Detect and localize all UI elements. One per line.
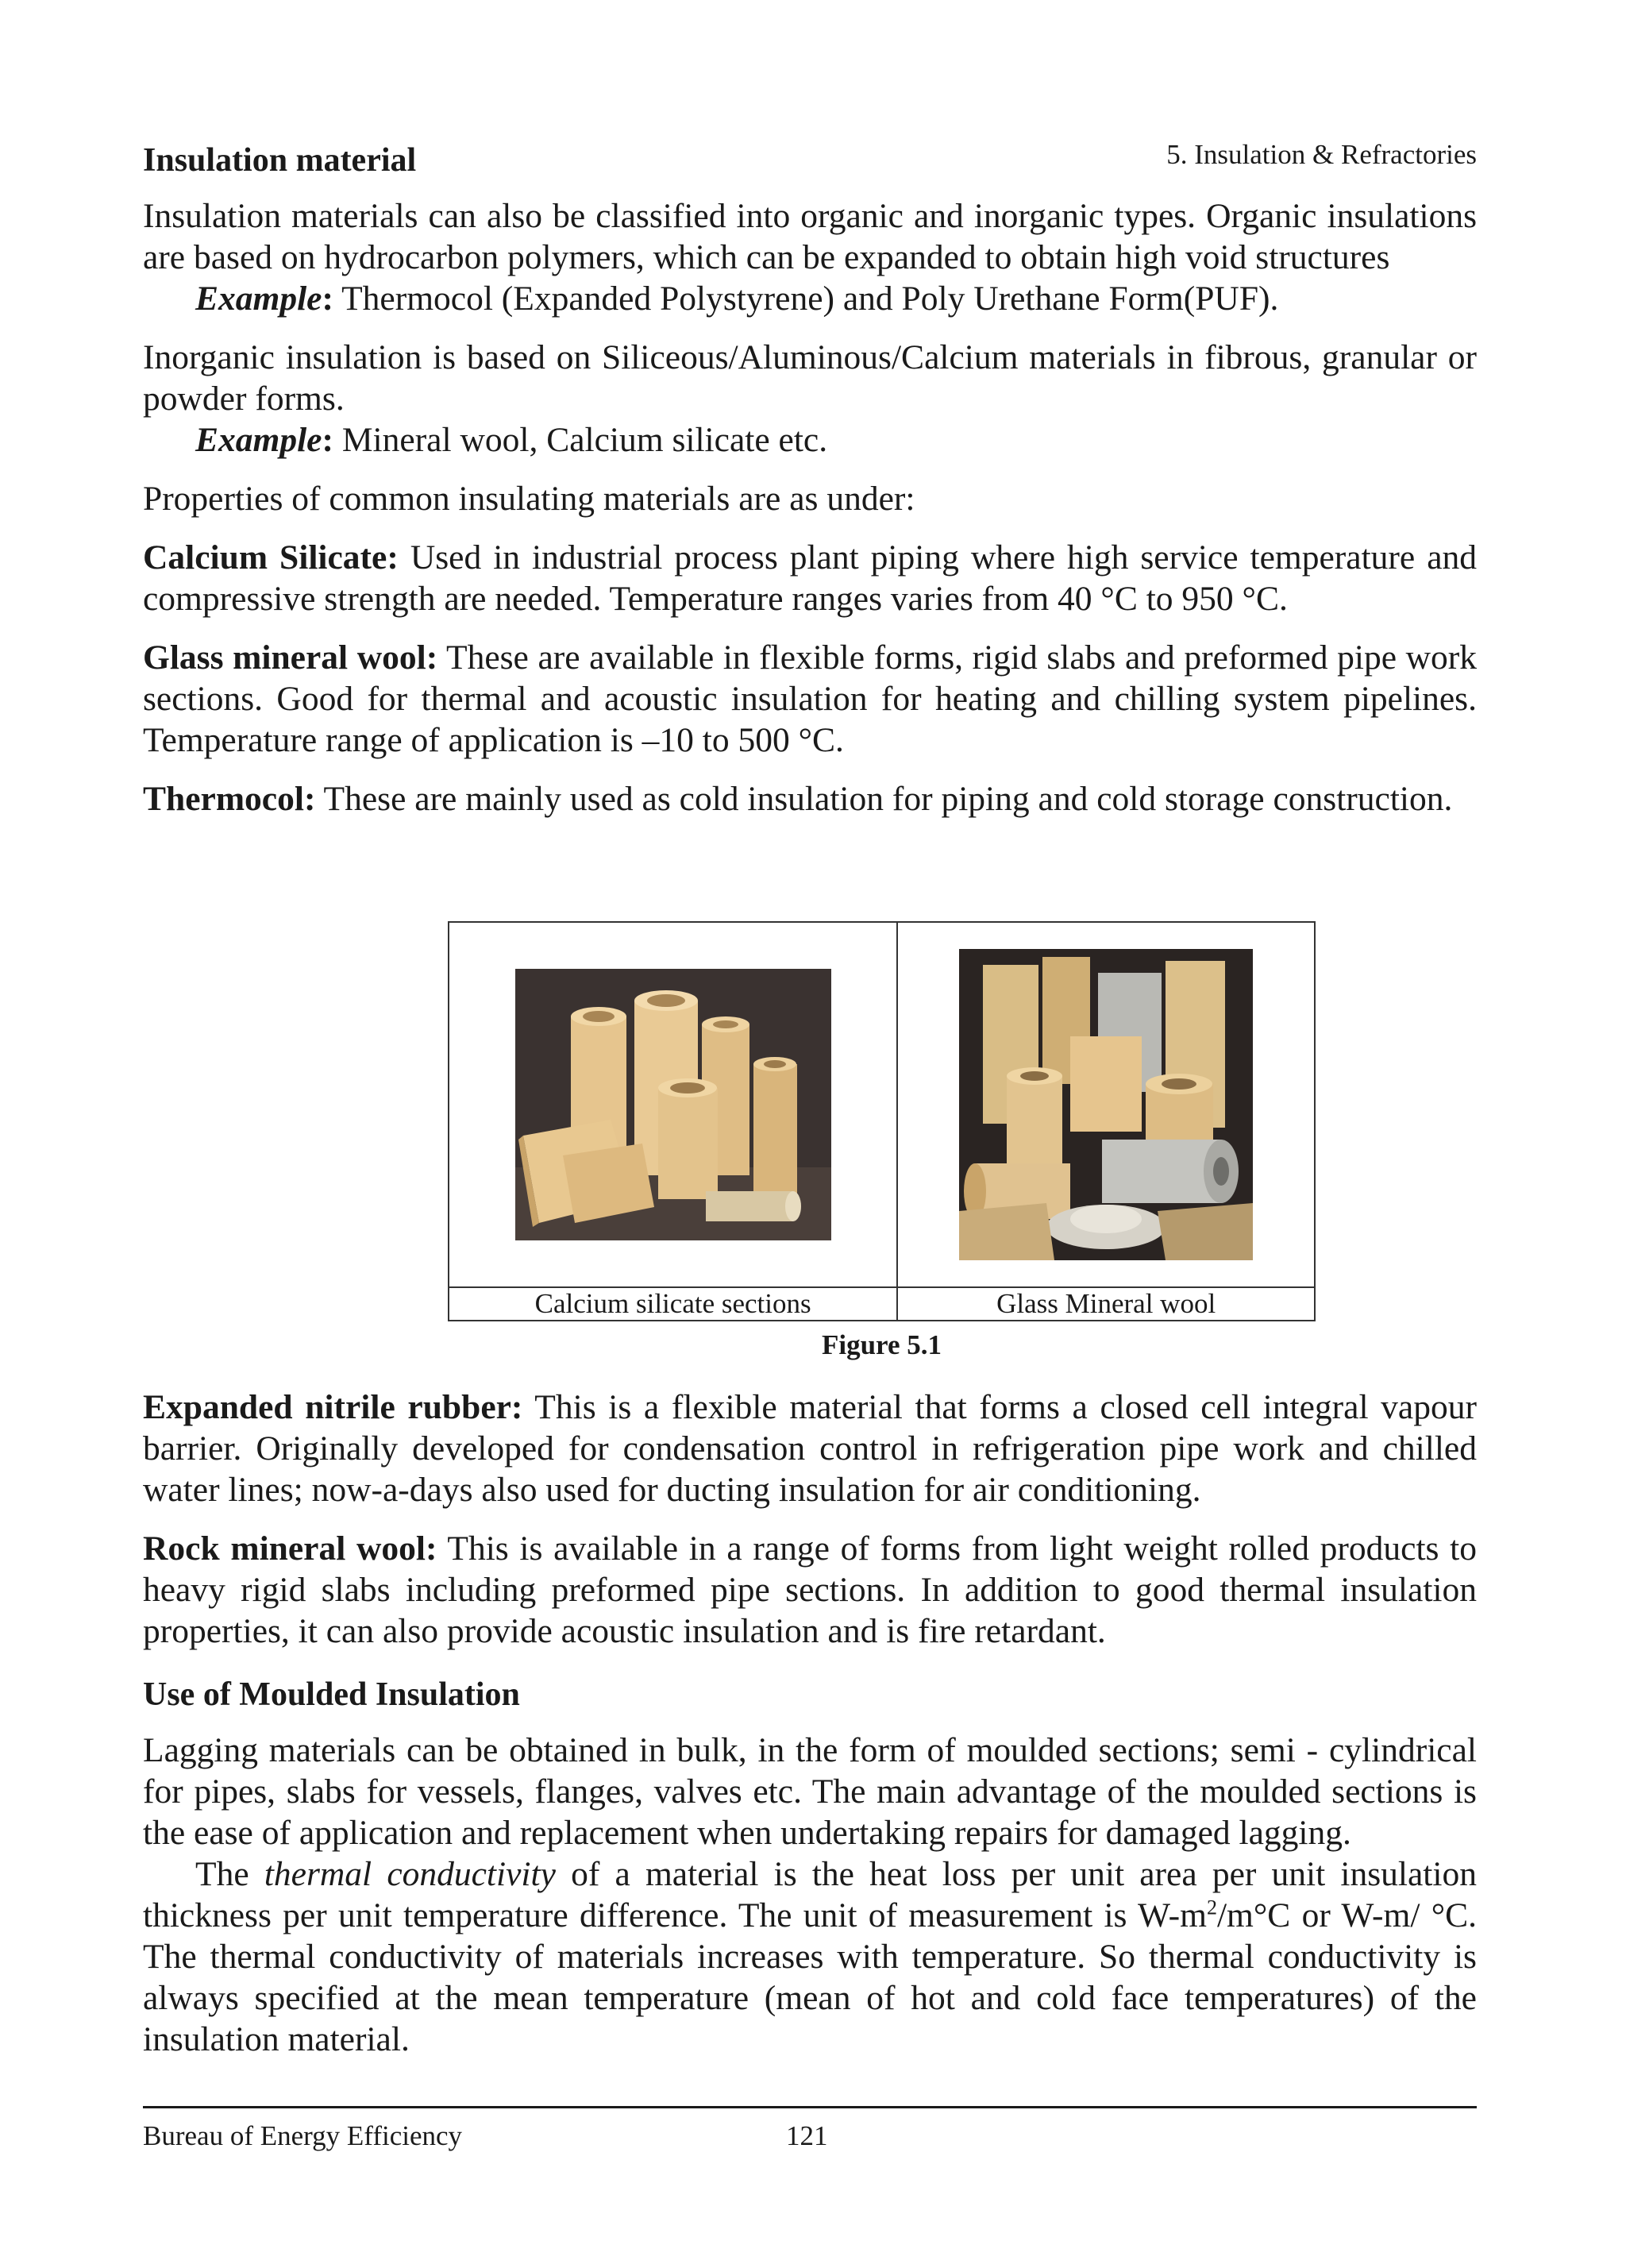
footer-publisher: Bureau of Energy Efficiency — [143, 2120, 463, 2151]
section-heading-moulded-insulation: Use of Moulded Insulation — [143, 1676, 520, 1713]
figure-caption-right: Glass Mineral wool — [897, 1287, 1315, 1321]
example-inorganic — [143, 419, 1477, 461]
figure-cell-glass-mineral-wool — [897, 922, 1315, 1287]
running-head: 5. Insulation & Refractories — [1166, 139, 1477, 170]
example-colon: : — [322, 421, 333, 459]
example-label: Example — [195, 421, 322, 459]
figure-table — [448, 921, 1316, 1321]
paragraph-rock-mineral-wool — [143, 1528, 1477, 1652]
figure-5-1 — [448, 921, 1316, 1361]
example-colon: : — [322, 280, 333, 318]
text-run: of a material is the heat loss per unit area per unit insulation thickness per unit temperature difference. The unit of measurement is W-m — [143, 1855, 1477, 1934]
text-run: The — [195, 1855, 264, 1893]
glass-mineral-wool-photo — [959, 949, 1253, 1260]
definition-text: This is a flexible material that forms a closed cell integral vapour barrier. Originally developed for condensation control in refrigeration pipe work and chilled water lines; now-a-days also used for ducting insulation for air conditioning. — [143, 1388, 1477, 1509]
paragraph-lagging-materials: Lagging materials can be obtained in bulk, in the form of moulded sections; semi - cylindrical for pipes, slabs for vessels, flanges, valves etc. The main advantage of the moulded sections is the ease of application and replacement when undertaking repairs for damaged lagging. — [143, 1731, 1477, 1852]
definition-text: Used in industrial process plant piping where high service temperature and compressive strength are needed. Temperature ranges varies from 40 °C to 950 °C. — [143, 538, 1478, 618]
paragraph-thermocol — [143, 778, 1477, 820]
term-glass-mineral-wool: Glass mineral wool: — [143, 638, 438, 677]
page-number: 121 — [786, 2120, 828, 2151]
emphasis-thermal-conductivity: thermal conductivity — [264, 1855, 556, 1893]
term-thermocol: Thermocol: — [143, 780, 316, 818]
main-content — [143, 140, 1477, 820]
figure-caption-left: Calcium silicate sections — [449, 1287, 897, 1321]
term-rock-mineral-wool: Rock mineral wool: — [143, 1529, 437, 1568]
figure-title: Figure 5.1 — [821, 1329, 942, 1360]
paragraph-glass-mineral-wool — [143, 637, 1477, 761]
example-organic — [143, 278, 1477, 319]
paragraph-organic: Insulation materials can also be classified into organic and inorganic types. Organic insulations are based on hydrocarbon polymers, which can be expanded to obtain high void structures — [143, 197, 1477, 276]
definition-text: These are mainly used as cold insulation for piping and cold storage construction. — [315, 780, 1453, 818]
example-text: Mineral wool, Calcium silicate etc. — [333, 421, 828, 459]
section-insulation-material — [143, 140, 1477, 820]
main-content-continued — [143, 1387, 1477, 2060]
superscript: 2 — [1206, 1896, 1217, 1919]
definition-text: This is available in a range of forms from light weight rolled products to heavy rigid slabs including preformed pipe sections. In addition to good thermal insulation properties, it can also provide acoustic insulation and is fire retardant. — [143, 1529, 1477, 1650]
definition-text: These are available in flexible forms, rigid slabs and preformed pipe work sections. Good for thermal and acoustic insulation for heating and chilling system pipelines. Temperature range of application is –10 to 500 °C. — [143, 638, 1478, 759]
text-run: /m°C or W-m/ °C. The thermal conductivity of materials increases with temperature. So thermal conductivity is always specified at the mean temperature (mean of hot and cold face temperatures) of the insulation material. — [143, 1896, 1477, 2058]
example-label: Example — [195, 280, 322, 318]
calcium-silicate-photo — [515, 969, 831, 1240]
paragraph-thermal-conductivity — [143, 1853, 1477, 2060]
paragraph-properties-intro: Properties of common insulating materials are as under: — [143, 480, 915, 518]
paragraph-inorganic: Inorganic insulation is based on Siliceous/Aluminous/Calcium materials in fibrous, granular or powder forms. — [143, 338, 1477, 418]
paragraph-expanded-nitrile-rubber — [143, 1387, 1477, 1510]
term-expanded-nitrile-rubber: Expanded nitrile rubber: — [143, 1388, 523, 1426]
paragraph-calcium-silicate — [143, 537, 1477, 619]
example-text: Thermocol (Expanded Polystyrene) and Poly Urethane Form(PUF). — [333, 280, 1279, 318]
footer-rule — [143, 2106, 1477, 2108]
figure-cell-calcium-silicate — [449, 922, 897, 1287]
section-heading: Insulation material — [143, 142, 417, 179]
term-calcium-silicate: Calcium Silicate: — [143, 538, 399, 577]
